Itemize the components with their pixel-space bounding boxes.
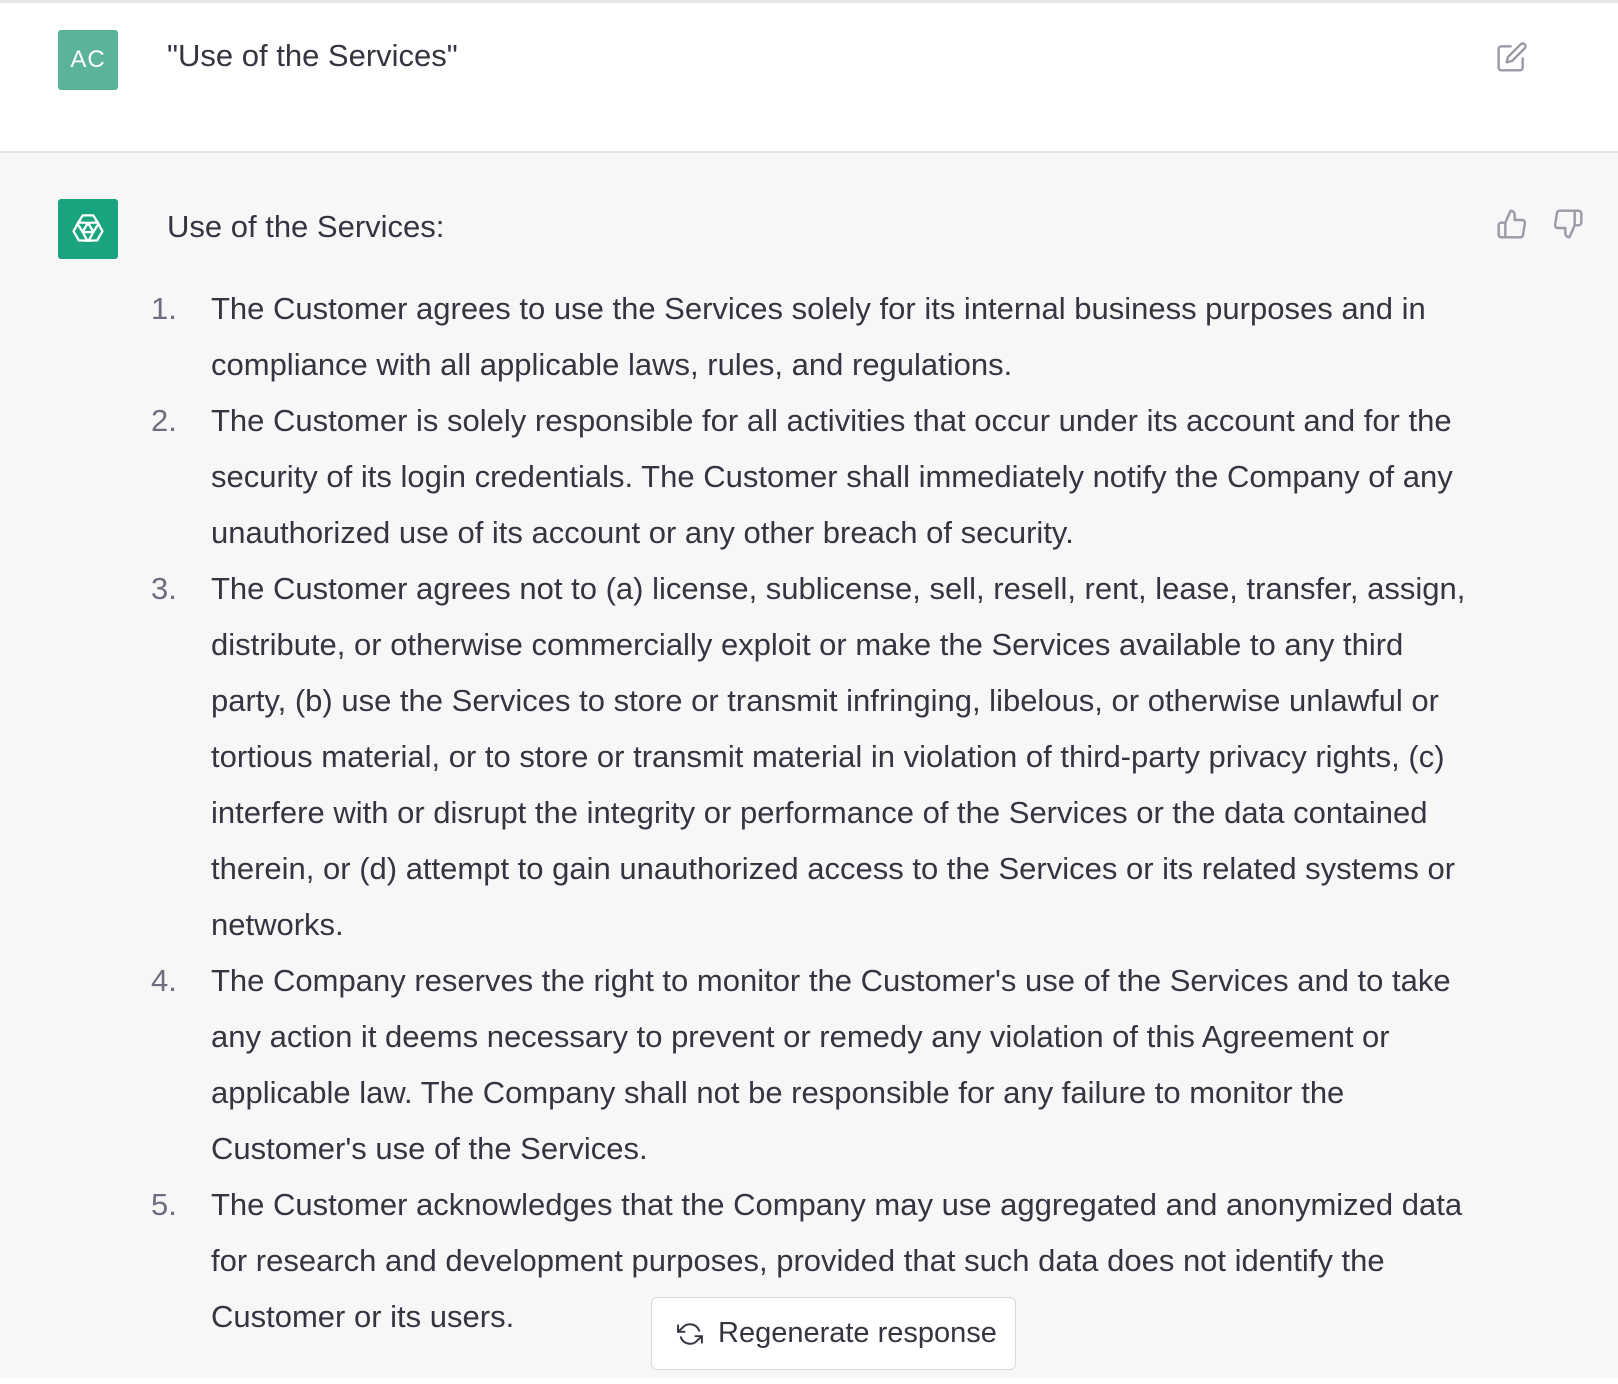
thumbs-up-icon [1496,208,1528,240]
list-item-text: The Customer acknowledges that the Company may use aggregated and anonymized data for research and development purposes, provided that such data does not identify the Customer or its users. [211,1187,1463,1334]
list-item-number: 1. [151,291,177,326]
user-avatar: AC [58,30,118,90]
list-item [148,953,1478,1177]
list-item-text: The Customer is solely responsible for all activities that occur under its account and for the security of its login credentials. The Customer shall immediately notify the Company of any unauthorized use of its account or any other breach of security. [211,403,1453,550]
regenerate-label: Regenerate response [718,1317,997,1349]
edit-message-button[interactable] [1493,38,1531,76]
regenerate-response-button[interactable] [651,1297,1016,1370]
thumbs-up-button[interactable] [1493,205,1531,243]
user-message-text: "Use of the Services" [167,38,458,73]
bottom-edge [0,1378,1618,1384]
list-item [148,393,1478,561]
refresh-icon [676,1320,704,1348]
list-item-text: The Company reserves the right to monitor the Customer's use of the Services and to take any action it deems necessary to prevent or remedy any violation of this Agreement or applicable law. The Company shall not be responsible for any failure to monitor the Customer's use of the Services. [211,963,1451,1166]
openai-logo-icon [67,208,109,250]
response-list [148,281,1478,1345]
list-item [148,561,1478,953]
list-item-text: The Customer agrees to use the Services solely for its internal business purposes and in compliance with all applicable laws, rules, and regulations. [211,291,1426,382]
list-item [148,281,1478,393]
user-message-row [0,3,1618,153]
thumbs-down-icon [1552,208,1584,240]
list-item-number: 3. [151,571,177,606]
assistant-message-row [0,153,1618,1384]
response-intro: Use of the Services: [167,209,445,244]
list-item-number: 5. [151,1187,177,1222]
list-item-number: 4. [151,963,177,998]
list-item-text: The Customer agrees not to (a) license, sublicense, sell, resell, rent, lease, transfer, assign, distribute, or otherwise commercially exploit or make the Services available to any third party, (b) use the Services to store or transmit infringing, libelous, or otherwise unlawful or tortious material, or to store or transmit material in violation of third-party privacy rights, (c) interfere with or disrupt the integrity or performance of the Services or the data contained therein, or (d) attempt to gain unauthorized access to the Services or its related systems or networks. [211,571,1466,942]
list-item-number: 2. [151,403,177,438]
assistant-avatar [58,199,118,259]
edit-icon [1496,41,1528,73]
thumbs-down-button[interactable] [1549,205,1587,243]
